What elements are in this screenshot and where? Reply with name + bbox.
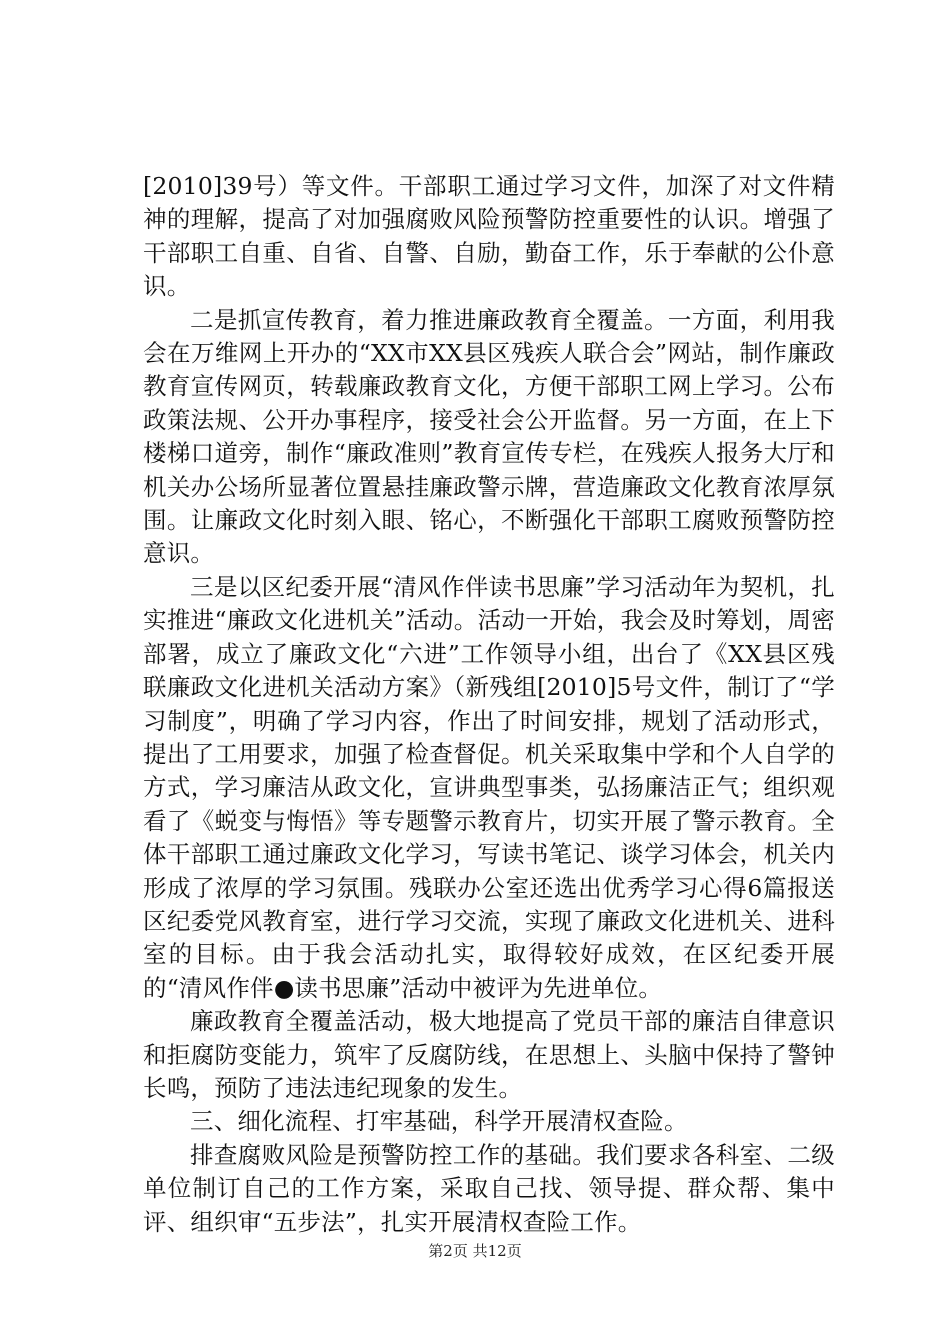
paragraph-education-summary: 廉政教育全覆盖活动，极大地提高了党员干部的廉洁自律意识和拒腐防变能力，筑牢了反腐防线，在思想上、头脑中保持了警钟长鸣，预防了违法违纪现象的发生。 (143, 1007, 835, 1102)
paragraph-reading-campaign: 三是以区纪委开展“清风作伴读书思廉”学习活动年为契机，扎实推进“廉政文化进机关”活动。活动一开始，我会及时筹划，周密部署，成立了廉政文化“六进”工作领导小组，出台了《XX县区残联廉政文化进机关活动方案》（新残组[2010]5号文件，制订了“学习制度”，明确了学习内容，作出了时间安排，规划了活动形式，提出了工用要求，加强了检查督促。机关采取集中学和个人自学的方式，学习廉洁从政文化，宣讲典型事类，弘扬廉洁正气；组织观看了《蜕变与悔悟》等专题警示教育片，切实开展了警示教育。全体干部职工通过廉政文化学习，写读书笔记、谈学习体会，机关内形成了浓厚的学习氛围。残联办公室还选出优秀学习心得6篇报送区纪委党风教育室，进行学习交流，实现了廉政文化进机关、进科室的目标。由于我会活动扎实，取得较好成效，在区纪委开展的“清风作伴●读书思廉”活动中被评为先进单位。 (143, 572, 835, 1002)
paragraph-risk-screening: 排查腐败风险是预警防控工作的基础。我们要求各科室、二级单位制订自己的工作方案，采取自己找、领导提、群众帮、集中评、组织审“五步法”，扎实开展清权查险工作。 (143, 1140, 835, 1236)
page-number-footer: 第2页 共12页 (428, 1242, 522, 1260)
paragraph-publicity-education: 二是抓宣传教育，着力推进廉政教育全覆盖。一方面，利用我会在万维网上开办的“XX市XX县区残疾人联合会”网站，制作廉政教育宣传网页，转载廉政教育文化，方便干部职工网上学习。公布政策法规、公开办事程序，接受社会公开监督。另一方面，在上下楼梯口道旁，制作“廉政准则”教育宣传专栏，在残疾人报务大厅和机关办公场所显著位置悬挂廉政警示牌，营造廉政文化教育浓厚氛围。让廉政文化时刻入眼、铭心，不断强化干部职工腐败预警防控意识。 (143, 305, 835, 568)
document-body (143, 170, 835, 1239)
section-heading: 三、细化流程、打牢基础，科学开展清权查险。 (190, 1107, 688, 1136)
paragraph-continuation: [2010]39号）等文件。干部职工通过学习文件，加深了对文件精神的理解，提高了对加强腐败风险预警防控重要性的认识。增强了干部职工自重、自省、自警、自励，勤奋工作，乐于奉献的公仆意识。 (143, 172, 835, 301)
